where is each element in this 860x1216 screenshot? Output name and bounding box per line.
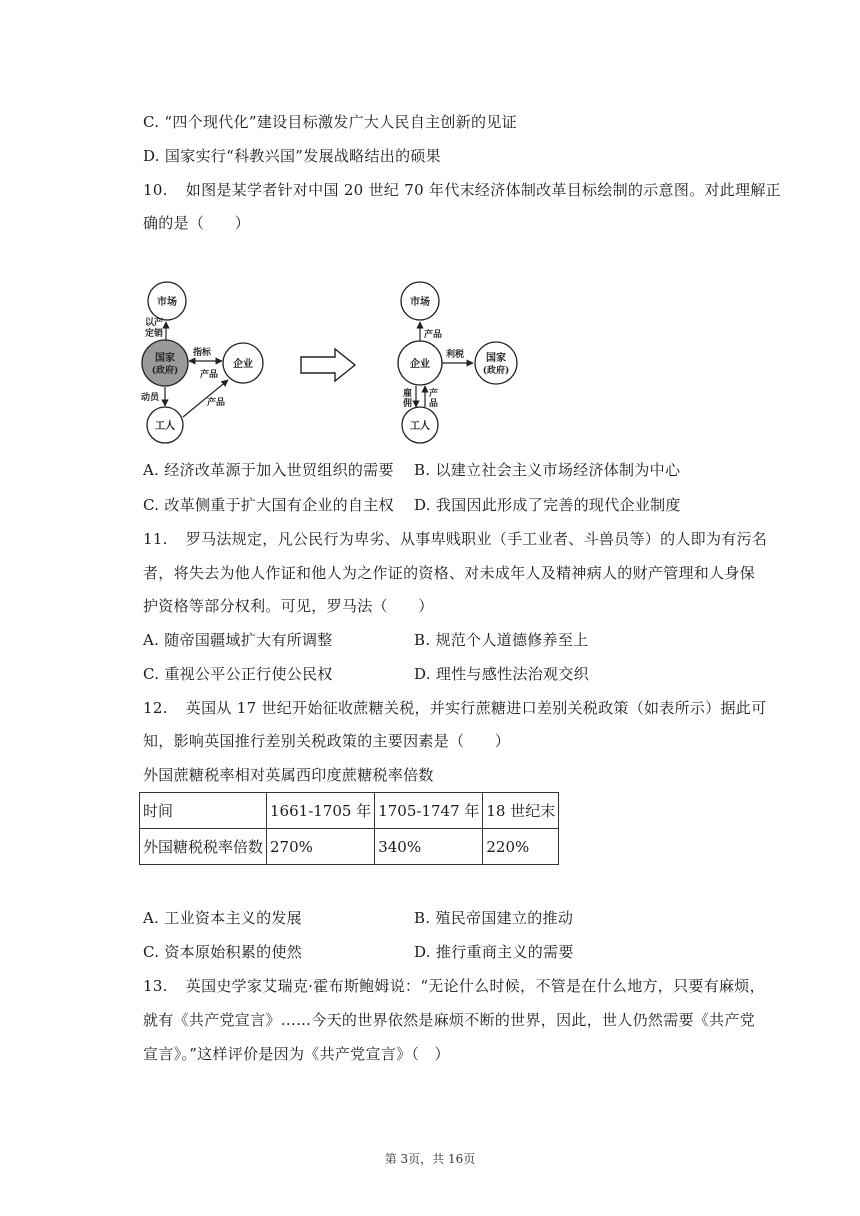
q9-option-c: C. “四个现代化”建设目标激发广大人民自主创新的见证 (143, 113, 517, 131)
q9-option-d: D. 国家实行“科教兴国”发展战略结出的硕果 (143, 147, 441, 165)
table-row (140, 829, 559, 865)
label-chanpin-right: 产品 (424, 330, 443, 340)
q11-stem-line3: 护资格等部分权利。可见，罗马法（ ） (143, 597, 434, 615)
q10-option-c: C. 改革侧重于扩大国有企业的自主权 (143, 496, 394, 514)
label-gu-1: 雇 (403, 389, 413, 399)
table-cell: 220% (483, 829, 559, 865)
q11-option-c: C. 重视公平公正行使公民权 (143, 665, 333, 683)
table-header-row (140, 793, 559, 829)
label-chanpin-1: 产品 (200, 370, 219, 380)
table-cell: 时间 (140, 793, 267, 829)
question-number: 13. (143, 977, 168, 995)
label-chan-1: 产 (429, 389, 439, 399)
question-number: 11. (143, 530, 168, 548)
node-state-left-label1: 国家 (155, 353, 175, 364)
label-yichan-1: 以产 (145, 318, 164, 328)
q10-stem-line2: 确的是（ ） (143, 214, 251, 232)
node-state-right-label2: (政府) (482, 366, 510, 376)
node-worker-left-label: 工人 (155, 421, 175, 432)
q12-stem-line2: 知，影响英国推行差别关税政策的主要因素是（ ） (143, 732, 511, 750)
q13-stem-line2: 就有《共产党宣言》……今天的世界依然是麻烦不断的世界，因此，世人仍然需要《共产党 (143, 1011, 756, 1029)
table-cell: 1705-1747 年 (375, 793, 483, 829)
question-number: 12. (143, 699, 168, 717)
q13-stem-line3: 宣言》。”这样评价是因为《共产党宣言》（ ） (143, 1045, 450, 1063)
label-yichan-2: 定销 (145, 329, 164, 339)
q10-option-b: B. 以建立社会主义市场经济体制为中心 (414, 461, 681, 479)
diagram-left (141, 282, 263, 443)
q11-stem-line1: 11. 罗马法规定，凡公民行为卑劣、从事卑贱职业（手工业者、斗兽员等）的人即为有污名 (143, 530, 768, 548)
q12-option-c: C. 资本原始积累的使然 (143, 943, 303, 961)
q12-option-d: D. 推行重商主义的需要 (414, 943, 574, 961)
node-state-right-label1: 国家 (486, 353, 506, 364)
q11-stem-line2: 者，将失去为他人作证和他人为之作证的资格、对未成年人及精神病人的财产管理和人身保 (143, 564, 756, 582)
q12-option-b: B. 殖民帝国建立的推动 (414, 909, 574, 927)
transition-arrow-icon (301, 349, 355, 381)
q11-option-d: D. 理性与感性法治观交织 (414, 665, 589, 683)
label-gu-2: 佣 (403, 399, 413, 409)
label-chanpin-2: 产品 (207, 398, 226, 408)
tax-rate-table (139, 792, 559, 865)
label-dongyuan: 动员 (141, 393, 160, 403)
table-cell: 18 世纪末 (483, 793, 559, 829)
diagram-right (398, 282, 517, 443)
node-market-left-label: 市场 (157, 297, 177, 308)
node-state-left-label2: (政府) (151, 366, 179, 376)
label-lishui: 利税 (446, 350, 465, 360)
q11-option-b: B. 规范个人道德修养至上 (414, 631, 589, 649)
table-cell: 外国糖税税率倍数 (140, 829, 267, 865)
question-number: 10. (143, 181, 168, 199)
q13-stem-line1: 13. 英国史学家艾瑞克·霍布斯鲍姆说：“无论什么时候，不管是在什么地方，只要有麻烦， (143, 977, 765, 995)
node-enterprise-left-label: 企业 (233, 359, 253, 370)
label-chan-2: 品 (429, 399, 439, 409)
q12-stem-line1: 12. 英国从 17 世纪开始征收蔗糖关税，并实行蔗糖进口差别关税政策（如表所示）据此可 (143, 699, 767, 717)
q10-stem-line1: 10. 如图是某学者针对中国 20 世纪 70 年代末经济体制改革目标绘制的示意图。对此理解正 (143, 181, 781, 199)
q11-option-a: A. 随帝国疆域扩大有所调整 (143, 631, 333, 649)
table-cell: 270% (267, 829, 375, 865)
table-caption: 外国蔗糖税率相对英属西印度蔗糖税率倍数 (143, 766, 434, 784)
page-footer: 第 3页，共 16页 (384, 1152, 476, 1166)
table-cell: 340% (375, 829, 483, 865)
q12-option-a: A. 工业资本主义的发展 (143, 909, 302, 927)
node-market-right-label: 市场 (410, 297, 430, 308)
node-enterprise-right-label: 企业 (410, 359, 430, 370)
economic-reform-diagram (135, 277, 525, 445)
q10-option-d: D. 我国因此形成了完善的现代企业制度 (414, 496, 681, 514)
table-cell: 1661-1705 年 (267, 793, 375, 829)
label-zhibiao: 指标 (193, 348, 212, 358)
node-worker-right-label: 工人 (410, 421, 430, 432)
q10-option-a: A. 经济改革源于加入世贸组织的需要 (143, 461, 394, 479)
